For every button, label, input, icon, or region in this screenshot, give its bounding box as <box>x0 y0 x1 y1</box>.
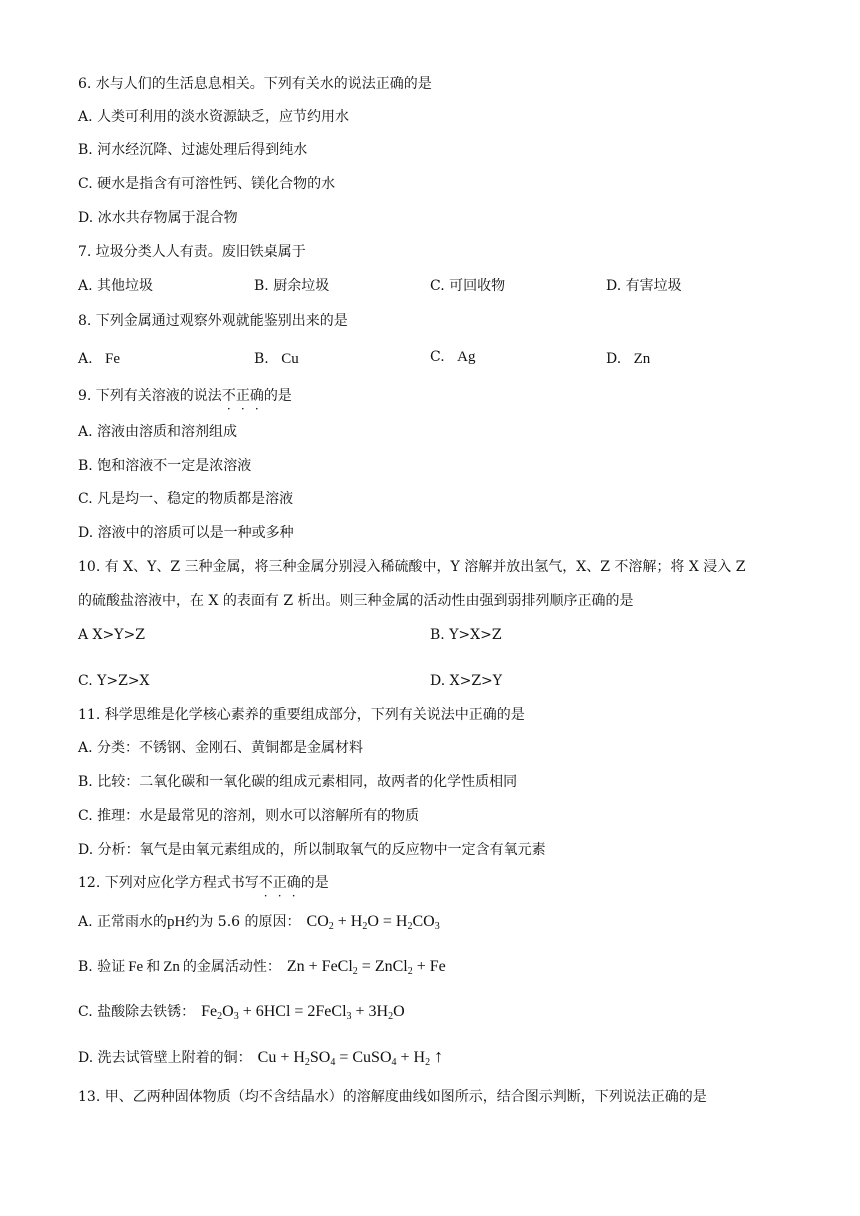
q8-option-d-letter: D. <box>606 351 622 367</box>
q12-emph-3: 确 <box>286 875 301 891</box>
q8-option-b <box>254 349 299 369</box>
q12-option-d-pre: D. 洗去试管壁上附着的铜： <box>78 1050 252 1066</box>
q12-equation-b: Zn + FeCl$_2$ = ZnCl$_2$ + Fe <box>286 958 446 977</box>
q6-stem: 6. 水与人们的生活息息相关。下列有关水的说法正确的是 <box>78 76 432 92</box>
q6-option-b: B. 河水经沉降、过滤处理后得到纯水 <box>78 142 308 158</box>
q6-option-d: D. 冰水共存物属于混合物 <box>78 210 238 226</box>
q12-stem-post: 的是 <box>300 875 329 891</box>
q12-option-a-post: 约为 5.6 的原因： <box>185 914 301 930</box>
q12-option-b-post: 的金属活动性： <box>182 959 281 975</box>
q8-stem: 8. 下列金属通过观察外观就能鉴别出来的是 <box>78 313 348 329</box>
q8-option-c-letter: C. <box>430 349 445 365</box>
q12-emph-1: 不 <box>258 875 273 891</box>
q9-emph-2: 正 <box>235 388 250 404</box>
q12-option-b-pre: B. 验证 <box>78 959 126 975</box>
q6-option-c: C. 硬水是指含有可溶性钙、镁化合物的水 <box>78 176 336 192</box>
q8-option-b-value: Cu <box>281 351 299 367</box>
q12-option-a <box>78 912 440 937</box>
q12-option-b <box>78 957 446 982</box>
q9-option-b: B. 饱和溶液不一定是浓溶液 <box>78 458 252 474</box>
q6-option-a: A. 人类可利用的淡水资源缺乏，应节约用水 <box>78 109 350 125</box>
q9-option-c: C. 凡是均一、稳定的物质都是溶液 <box>78 491 294 507</box>
q12-equation-c: $Fe_2O_3 + 6HCl$ = 2FeCl$_3$ + $3H_2O$ <box>201 1003 405 1022</box>
q11-stem: 11. 科学思维是化学核心素养的重要组成部分，下列有关说法中正确的是 <box>78 707 525 723</box>
q9-option-a: A. 溶液由溶质和溶剂组成 <box>78 424 238 440</box>
q8-option-d-value: Zn <box>633 351 651 367</box>
q12-option-a-pre: A. 正常雨水的 <box>78 914 168 930</box>
q8-option-c <box>430 347 475 367</box>
q11-option-c: C. 推理：水是最常见的溶剂，则水可以溶解所有的物质 <box>78 808 420 824</box>
gas-arrow-icon: ↑ <box>434 1046 444 1066</box>
q11-option-a: A. 分类：不锈钢、金刚石、黄铜都是金属材料 <box>78 740 364 756</box>
q12-stem <box>78 873 329 893</box>
q7-option-b: B. 厨余垃圾 <box>254 278 330 294</box>
q10-option-a: A X>Y>Z <box>78 627 145 643</box>
q12-option-a-sym: pH <box>167 914 186 930</box>
q11-option-b: B. 比较：二氧化碳和一氧化碳的组成元素相同，故两者的化学性质相同 <box>78 774 518 790</box>
q12-equation-a: $CO_2 + H_2O = H_2CO_3$ <box>306 913 440 932</box>
q10-option-c: C. Y>Z>X <box>78 673 150 689</box>
q9-stem <box>78 386 292 406</box>
q13-stem: 13. 甲、乙两种固体物质（均不含结晶水）的溶解度曲线如图所示，结合图示判断，下列说法正确的是 <box>78 1089 707 1105</box>
q12-option-c-pre: C. 盐酸除去铁锈： <box>78 1004 196 1020</box>
q9-emph-3: 确 <box>249 388 264 404</box>
q12-option-d <box>78 1046 443 1073</box>
q8-option-c-value: Ag <box>457 349 476 365</box>
q12-option-b-sym2: Zn <box>163 959 180 975</box>
q9-stem-pre: 9. 下列有关溶液的说法 <box>78 388 222 404</box>
q10-stem-line2: 的硫酸盐溶液中，在 X 的表面有 Z 析出。则三种金属的活动性由强到弱排列顺序正确的是 <box>78 593 634 609</box>
q10-option-d: D. X>Z>Y <box>430 673 503 689</box>
q8-option-d <box>606 349 650 369</box>
q9-emph-1: 不 <box>221 388 236 404</box>
q7-stem: 7. 垃圾分类人人有责。废旧铁桌属于 <box>78 244 306 260</box>
q9-option-d: D. 溶液中的溶质可以是一种或多种 <box>78 525 294 541</box>
q11-option-d: D. 分析：氧气是由氧元素组成的，所以制取氧气的反应物中一定含有氧元素 <box>78 842 546 858</box>
q12-option-b-mid: 和 <box>146 959 161 975</box>
q10-option-b: B. Y>X>Z <box>430 627 502 643</box>
q8-option-a <box>78 349 120 369</box>
q8-option-a-letter: A. <box>78 351 93 367</box>
q7-option-c: C. 可回收物 <box>430 278 506 294</box>
q9-stem-post: 的是 <box>263 388 292 404</box>
q7-option-a: A. 其他垃圾 <box>78 278 154 294</box>
q12-option-b-sym1: Fe <box>128 959 144 975</box>
q12-equation-d: $Cu + H_2SO_4$ = CuSO$_4$ + $H_2$ ↑ <box>257 1046 444 1068</box>
q8-option-b-letter: B. <box>254 351 269 367</box>
q12-stem-pre: 12. 下列对应化学方程式书写 <box>78 875 259 891</box>
q12-option-c <box>78 1002 405 1027</box>
q8-option-a-value: Fe <box>105 351 121 367</box>
q10-stem-line1: 10. 有 X、Y、Z 三种金属，将三种金属分别浸入稀硫酸中，Y 溶解并放出氢气，X、Z 不溶解；将 X 浸入 Z <box>78 559 746 575</box>
q12-emph-2: 正 <box>272 875 287 891</box>
q7-option-d: D. 有害垃圾 <box>606 278 682 294</box>
